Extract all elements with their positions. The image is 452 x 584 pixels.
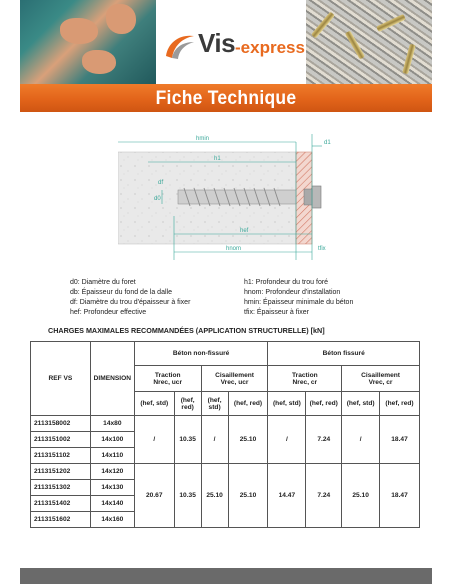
- dimension-cell: 14x120: [90, 464, 134, 480]
- legend-item: tfix: Épaisseur à fixer: [244, 309, 309, 316]
- load-table: [30, 341, 420, 528]
- label-d0: d0: [154, 196, 161, 202]
- header-shear-ucr: Cisaillement Vrec, ucr: [201, 366, 268, 392]
- value-cell: 10.35: [174, 416, 201, 464]
- screw-head: [312, 186, 321, 208]
- value-cell: 10.35: [174, 464, 201, 528]
- tools-photo: [20, 0, 156, 84]
- legend-item: h1: Profondeur du trou foré: [244, 279, 329, 286]
- value-cell: 7.24: [306, 416, 342, 464]
- value-cell: 25.10: [201, 464, 228, 528]
- hand-shape: [106, 4, 136, 34]
- header-traction-cr: Traction Nrec, cr: [268, 366, 342, 392]
- dimension-cell: 14x80: [90, 416, 134, 432]
- header-non-cracked: Béton non-fissuré: [134, 342, 268, 366]
- value-cell: 20.67: [134, 464, 174, 528]
- value-cell: 18.47: [380, 464, 420, 528]
- table-row: [31, 464, 420, 480]
- dimension-cell: 14x160: [90, 512, 134, 528]
- value-cell: 18.47: [380, 416, 420, 464]
- label-hef: hef: [240, 228, 249, 234]
- subheader: (hef, red): [228, 392, 268, 416]
- subheader: (hef, red): [174, 392, 201, 416]
- header: [20, 0, 432, 112]
- footer-bar: [20, 568, 432, 584]
- legend-item: hef: Profondeur effective: [70, 309, 147, 316]
- legend-item: d0: Diamètre du foret: [70, 279, 136, 286]
- legend-item: df: Diamètre du trou d'épaisseur à fixer: [70, 299, 191, 306]
- label-d1: d1: [324, 140, 331, 146]
- value-cell: /: [268, 416, 306, 464]
- value-cell: /: [342, 416, 380, 464]
- brand-name: Vis: [198, 28, 236, 58]
- screws-photo: [306, 0, 432, 84]
- legend-item: hmin: Épaisseur minimale du béton: [244, 299, 354, 306]
- header-dimension: DIMENSION: [90, 342, 134, 416]
- label-hnom: hnom: [226, 246, 242, 252]
- page-title: Fiche Technique: [155, 88, 297, 109]
- subheader: (hef, std): [268, 392, 306, 416]
- value-cell: /: [201, 416, 228, 464]
- ref-cell: 2113151002: [31, 432, 91, 448]
- screw-shape: [402, 44, 416, 75]
- subheader: (hef, std): [134, 392, 174, 416]
- dimension-cell: 14x110: [90, 448, 134, 464]
- subheader: (hef, red): [306, 392, 342, 416]
- hand-shape: [60, 18, 98, 44]
- anchor-diagram: [118, 134, 350, 272]
- header-shear-cr: Cisaillement Vrec, cr: [342, 366, 420, 392]
- hand-shape: [82, 50, 116, 74]
- table-row: [31, 416, 420, 432]
- label-df: df: [158, 180, 164, 186]
- legend-item: hnom: Profondeur d'installation: [244, 289, 341, 296]
- screw-shape: [376, 14, 406, 32]
- ref-cell: 2113151402: [31, 496, 91, 512]
- ref-cell: 2113151102: [31, 448, 91, 464]
- logo-swoosh-icon: [162, 28, 196, 62]
- label-h1: h1: [214, 156, 221, 162]
- header-traction-ucr: Traction Nrec, ucr: [134, 366, 201, 392]
- value-cell: /: [134, 416, 174, 464]
- subheader: (hef, red): [380, 392, 420, 416]
- ref-cell: 2113151202: [31, 464, 91, 480]
- header-cracked: Béton fissuré: [268, 342, 420, 366]
- dimension-cell: 14x140: [90, 496, 134, 512]
- screw-shape: [311, 12, 335, 39]
- label-hmin: hmin: [196, 136, 210, 142]
- value-cell: 7.24: [306, 464, 342, 528]
- value-cell: 14.47: [268, 464, 306, 528]
- legend-item: db: Épaisseur du fond de la dalle: [70, 289, 172, 296]
- ref-cell: 2113151302: [31, 480, 91, 496]
- ref-cell: 2113151602: [31, 512, 91, 528]
- value-cell: 25.10: [228, 464, 268, 528]
- charges-title: CHARGES MAXIMALES RECOMMANDÉES (APPLICATION STRUCTURELLE) [kN]: [48, 326, 325, 335]
- brand-suffix: -express: [235, 38, 305, 57]
- screw-shape: [345, 31, 365, 60]
- subheader: (hef, std): [201, 392, 228, 416]
- ref-cell: 2113158002: [31, 416, 91, 432]
- header-ref: REF VS: [31, 342, 91, 416]
- dimension-cell: 14x100: [90, 432, 134, 448]
- value-cell: 25.10: [342, 464, 380, 528]
- subheader: (hef, std): [342, 392, 380, 416]
- value-cell: 25.10: [228, 416, 268, 464]
- label-tfix: tfix: [318, 246, 326, 252]
- dimension-cell: 14x130: [90, 480, 134, 496]
- brand-logo: [156, 0, 306, 84]
